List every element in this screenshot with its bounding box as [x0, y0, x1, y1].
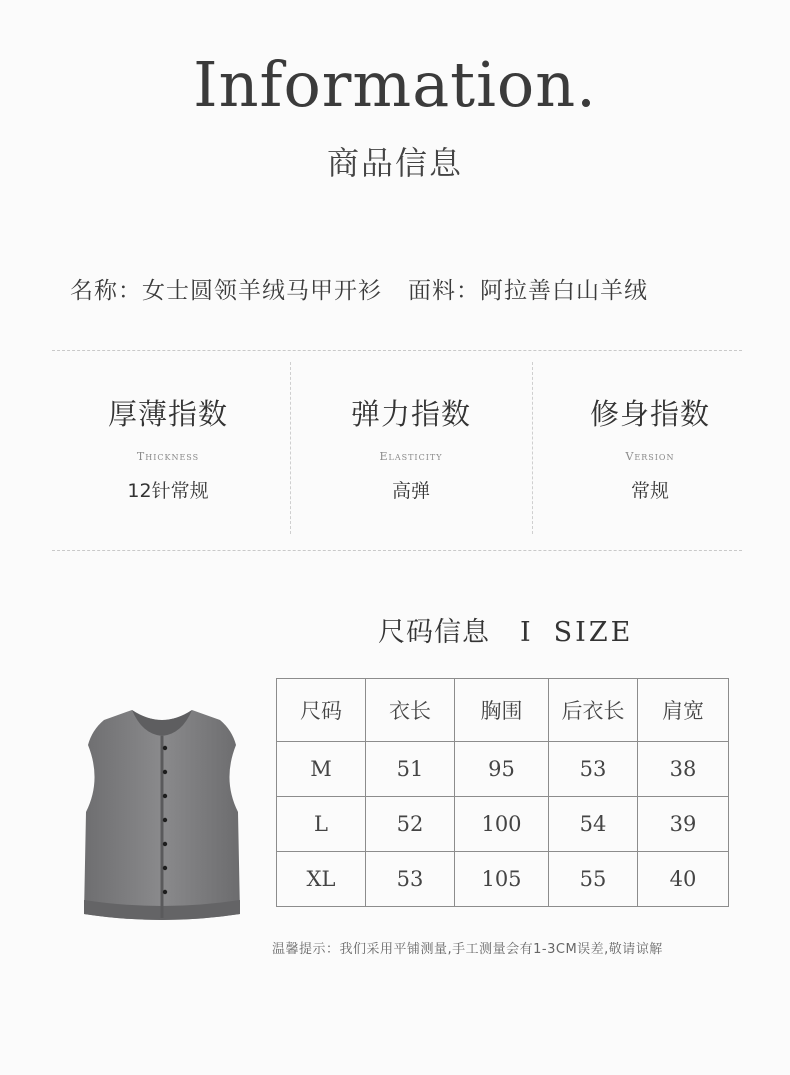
size-section-title: [378, 610, 633, 649]
size-table: [276, 678, 729, 907]
cell-back-length: 54: [549, 797, 638, 852]
grey-knit-vest-icon: [72, 700, 252, 936]
size-title-separator: I: [520, 617, 532, 648]
info-subheading: 商品信息: [326, 144, 463, 182]
table-row: [277, 742, 729, 797]
fabric-value: 阿拉善白山羊绒: [480, 278, 648, 304]
cell-chest: 95: [455, 742, 549, 797]
version-title: 修身指数: [589, 397, 710, 431]
table-row: [277, 852, 729, 907]
cell-size: L: [277, 797, 366, 852]
cell-size: XL: [277, 852, 366, 907]
cell-length: 53: [366, 852, 455, 907]
header-shoulder: 肩宽: [638, 679, 729, 742]
cell-size: M: [277, 742, 366, 797]
cell-shoulder: 38: [638, 742, 729, 797]
version-label-en: Version: [625, 450, 675, 463]
cell-back-length: 55: [549, 852, 638, 907]
version-value: 常规: [630, 480, 669, 502]
info-heading: Information.: [193, 48, 597, 121]
top-divider: [52, 350, 742, 351]
bottom-divider: [52, 550, 742, 551]
product-info-line: [70, 272, 648, 305]
product-name-label: 名称：: [70, 278, 142, 304]
table-row: [277, 797, 729, 852]
size-title-zh: 尺码信息: [378, 617, 490, 648]
version-index: [530, 392, 770, 503]
cell-back-length: 53: [549, 742, 638, 797]
cell-shoulder: 39: [638, 797, 729, 852]
thickness-label-en: Thickness: [136, 450, 200, 463]
header-chest: 胸围: [455, 679, 549, 742]
size-table-header-row: [277, 679, 729, 742]
thickness-title: 厚薄指数: [107, 397, 228, 431]
cell-chest: 105: [455, 852, 549, 907]
thickness-index: [48, 392, 288, 503]
header-size: 尺码: [277, 679, 366, 742]
cell-length: 52: [366, 797, 455, 852]
elasticity-value: 高弹: [391, 480, 430, 502]
cell-length: 51: [366, 742, 455, 797]
elasticity-index: [291, 392, 531, 503]
header-back-length: 后衣长: [549, 679, 638, 742]
product-name: 女士圆领羊绒马甲开衫: [142, 278, 382, 304]
cell-chest: 100: [455, 797, 549, 852]
cell-shoulder: 40: [638, 852, 729, 907]
thickness-value: 12针常规: [127, 480, 209, 502]
header-length: 衣长: [366, 679, 455, 742]
elasticity-label-en: Elasticity: [379, 450, 443, 463]
measurement-note: 温馨提示：我们采用平铺测量,手工测量会有1-3CM误差,敬请谅解: [272, 942, 663, 957]
elasticity-title: 弹力指数: [350, 397, 471, 431]
size-title-en: SIZE: [553, 617, 634, 648]
fabric-label: 面料：: [408, 278, 480, 304]
